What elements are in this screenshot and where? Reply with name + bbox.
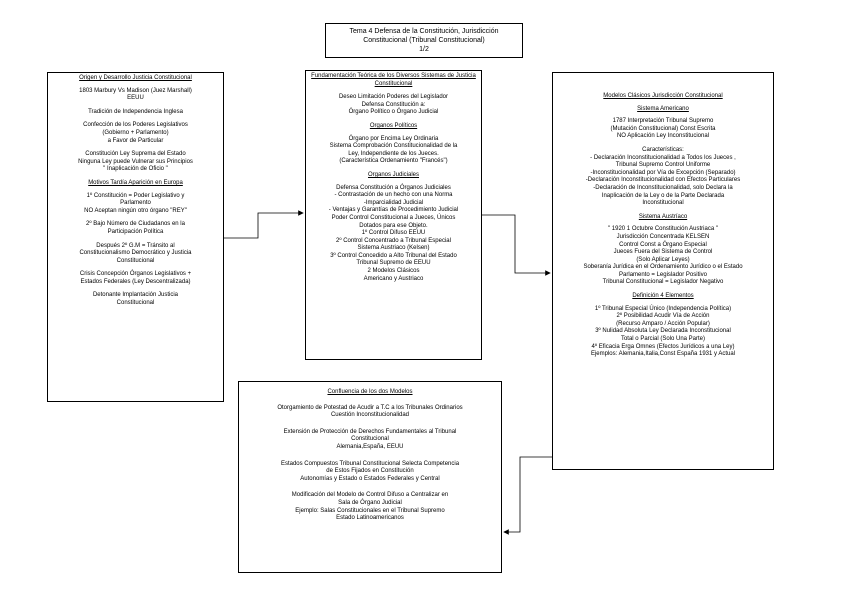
text-line: (Recurso Amparo / Acción Popular) [616,320,710,327]
text-line: Constitución Ley Suprema del Estado [85,151,186,158]
text-line: Estados Compuestos Tribunal Constitucional Selecta Competencia [280,460,460,467]
text-line: Confección de los Poderes Legislativos [83,122,188,129]
text-line: 1803 Marbury Vs Madison (Juez Marshall) [79,87,192,94]
text-line: Control Const a Órgano Especial [619,241,707,248]
title-line: Tema 4 Defensa de la Constitución, Jurisdicción [349,28,499,35]
text-line: - Contrastación de un hecho con una Norma [334,192,453,199]
arrow-modelos-to-confl [504,457,552,532]
text-line: 3º Nulidad Absoluta Ley Declarada Inconstitucional [595,328,731,335]
text-line: EEUU [127,95,144,102]
text-line: Ejemplo: Salas Constitucionales en el Tribunal Supremo [295,507,445,514]
text-line: 1º Control Difuso EEUU [361,230,426,237]
text-line: Defensa Constitución a: [361,101,426,108]
text-line: Parlamento [120,200,151,207]
modelos-heading: Modelos Clásicos Jurisdicción Constitucional [603,93,723,99]
text-line: Detonante Implantación Justicia [92,292,179,299]
text-line: Defensa Constitución a Órganos Judiciales [336,184,451,191]
text-line: Dotados para ese Objeto. [359,222,428,229]
fund-subheading-judiciales: Organos Judiciales [367,171,420,178]
text-line: Crisis Concepción Órganos Legislativos + [79,271,192,278]
text-line: - Ventajas y Garantías de Procedimiento Judicial [328,207,459,214]
text-line: Sala de Órgano Judicial [338,499,402,506]
text-line: Otorgamiento de Potestad de Acudir a T.C a los Tribunales Ordinarios [277,404,463,411]
text-line: Órgano por Encima Ley Ordinaria [348,135,439,142]
text-line: Características: [642,146,684,153]
text-line: Ejemplos: Alemania,Italia,Const España 1931 y Actual [590,351,736,358]
text-line: -Declaración de Inconstitucionalidad, solo Declara la [593,184,733,191]
text-line: de Estos Fijados en Constitución [326,468,414,475]
text-line: -Imparcialidad Judicial [363,199,424,206]
text-line: 1787 Interpretación Tribunal Supremo [612,118,714,125]
text-line: Total o Parcial (Solo Una Parte) [620,336,706,343]
text-line: NO Aplicación Ley Inconstitucional [616,133,710,140]
text-line: Cuestión Inconstitucionalidad [330,412,410,419]
text-line: Participación Política [107,228,164,235]
text-line: Estados Federales (Ley Descentralizada) [80,278,191,285]
text-line: 3º Control Concedido a Alto Tribunal del Estado [330,252,457,259]
text-line: Sistema Austriaco (Kelsen) [357,245,430,252]
text-line: NO Aceptan ningún otro órgano "REY" [84,207,187,214]
text-line: 1º Tribunal Especial Único (Independencia Política) [594,305,732,312]
modelos-subheading-americano: Sistema Americano [637,105,689,112]
text-line: Jurisdicción Concentrada KELSEN [616,233,710,240]
text-line: (Gobierno + Parlamento) [102,129,169,136]
arrow-fund-to-modelos [482,215,550,273]
text-line: 2 Modelos Clásicos [367,268,420,275]
text-line: Ley, Independiente de los Jueces. [348,150,439,157]
text-line: Sistemas de Justicia Constitucional [374,73,476,87]
origen-heading: Origen y Desarrollo Justicia Constitucional [79,75,192,81]
text-line: Constitucionalismo Democrático y Justicia [79,250,192,257]
text-line: Soberanía Jurídica en el Ordenamiento Jurídico o el Estado [583,264,743,271]
text-line: a Favor de Particular [107,137,164,144]
arrow-origen-to-fund [224,213,303,238]
text-line: Poder Control Constitucional a Jueces, Únicos [331,214,456,221]
text-line: - Declaración Inconstitucionalidad a Todos los Jueces , [590,154,736,161]
text-line: Autonomías y Estado o Estados Federales y Central [300,475,440,482]
text-line: -Declaración Inconstitucionalidad con Efectos Particulares [585,177,741,184]
text-line: " 1920 1 Octubre Constitución Austriaca " [608,226,718,233]
title-line: Constitucional (Tribunal Constitucional) [363,37,485,44]
text-line: Tribunal Supremo de EEUU [356,260,431,267]
text-line: 1º Constitución = Poder Legislativo y [86,192,185,199]
text-line: Tribunal Constitucional = Legislador Negativo [602,279,724,286]
text-line: 2º Control Concentrado a Tribunal Especial [336,237,451,244]
text-line: (Solo Aplicar Leyes) [636,256,690,263]
text-line: Estado Latinoamericanos [336,515,404,522]
text-line: 2º Posibilidad Acudir Vía de Acción [616,313,710,320]
text-line: Alemania,España, EEUU [336,443,404,450]
text-line: Inconstitucional [642,200,684,207]
title-line: 1/2 [419,46,429,53]
text-line: Tradición de Independencia Inglesa [88,108,183,115]
text-line: Inaplicación de la Ley o de la Parte Declarada [601,192,725,199]
text-line: Deseo Limitación Poderes del Legislador [338,94,449,101]
modelos-subheading-austriaco: Sistema Austríaco [638,213,688,220]
text-line: " Inaplicación de Oficio " [103,166,168,173]
text-line: Ninguna Ley puede Vulnerar sus Principios [78,158,193,165]
text-line: (Característica Ordenamiento "Francés") [339,158,448,165]
text-line: Americano y Austriaco [363,275,424,282]
text-line: Constitucional [116,300,155,307]
text-line: Jueces Fuera del Sistema de Control [613,249,713,256]
text-line: 2º Bajo Número de Ciudadanos en la [86,221,185,228]
text-line: (Mutación Constitucional) Const Escrita [610,125,716,132]
text-line: Fundamentación Teórica de los Diversos [311,73,420,79]
text-line: Modificación del Modelo de Control Difuso a Centralizar en [291,492,449,499]
text-line: Constitucional [116,257,155,264]
origen-subheading: Motivos Tardía Aparición en Europa [88,179,183,186]
text-line: -Inconstitucionalidad por Vía de Excepción (Separado) [590,169,736,176]
text-line: Después 2º G.M = Tránsito al [96,242,175,249]
text-line: Parlamento = Legislador Positivo [619,271,707,278]
text-line: 4º Eficacia Erga Omnes (Efectos Jurídicos a una Ley) [591,343,735,350]
text-line: Constitucional [351,436,389,443]
confl-heading: Confluencia de los dos Modelos [327,389,413,395]
text-line: Extensión de Protección de Derechos Fundamentales al Tribunal [283,428,457,435]
text-line: Órgano Político o Órgano Judicial [348,109,439,116]
modelos-subheading-elementos: Definición 4 Elementos [632,293,694,300]
fund-subheading-politicos: Organos Políticos [369,122,418,129]
text-line: Sistema Comprobación Constitucionalidad de la [329,143,458,150]
text-line: Tribunal Supremo Control Uniforme [615,162,711,169]
